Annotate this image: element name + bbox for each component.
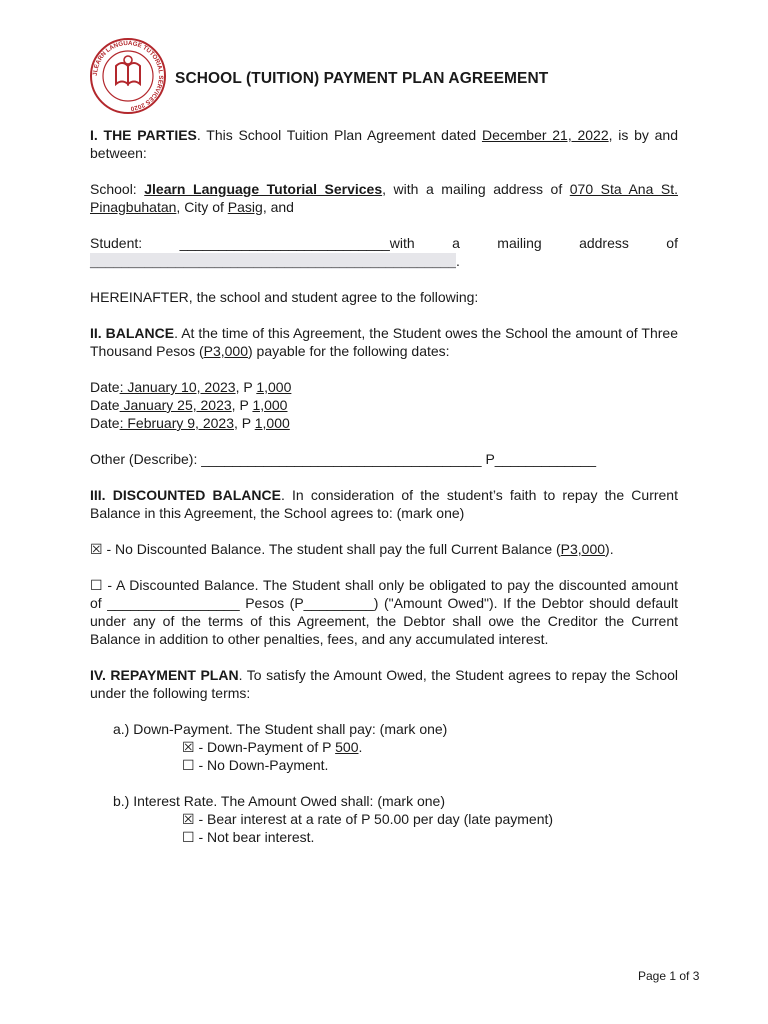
date-sep: , P xyxy=(231,397,253,413)
unchecked-box-icon[interactable]: ☐ xyxy=(182,829,195,845)
student-line xyxy=(90,234,678,252)
date-amount: 1,000 xyxy=(252,397,288,413)
date-value: : January 10, 2023 xyxy=(119,379,236,395)
option-text: - Bear interest at a rate of P 50.00 per day (late payment) xyxy=(194,811,554,827)
payment-date-row xyxy=(90,378,678,396)
balance-text: . At the time of this Agreement, the Student owes the School the amount of Three Thousand Pesos ( xyxy=(90,325,678,359)
student-word: address xyxy=(579,235,629,251)
balance-text-end: ) payable for the following dates: xyxy=(248,343,450,359)
date-label: Date xyxy=(90,379,120,395)
other-line: Other (Describe): ____________________________________ P_____________ xyxy=(90,451,596,467)
date-value: January 25, 2023 xyxy=(119,397,232,413)
repayment-text: . To satisfy the Amount Owed, the Student agrees to repay the School under the following terms: xyxy=(90,667,679,701)
checked-box-icon[interactable]: ☒ xyxy=(90,541,103,557)
checked-box-icon[interactable]: ☒ xyxy=(182,739,195,755)
unchecked-box-icon[interactable]: ☐ xyxy=(90,577,103,593)
no-discount-option xyxy=(90,540,678,558)
option-text: - Down-Payment of P xyxy=(194,739,336,755)
date-value: : February 9, 2023 xyxy=(119,415,234,431)
balance-heading: II. BALANCE xyxy=(90,325,175,341)
svg-text:JLEARN LANGUAGE TUTORIAL SERVI: JLEARN LANGUAGE TUTORIAL SERVICES 2020 xyxy=(91,39,165,112)
school-name: Jlearn Language Tutorial Services xyxy=(144,181,383,197)
student-address-line xyxy=(90,252,678,270)
option-text: - Not bear interest. xyxy=(194,829,315,845)
option-end: ). xyxy=(605,541,614,557)
discounted-paragraph xyxy=(90,486,678,522)
student-name-blank: ___________________________with xyxy=(179,235,415,251)
payment-date-row xyxy=(90,414,678,432)
date-amount: 1,000 xyxy=(256,379,292,395)
option-text: - No Discounted Balance. The student shall pay the full Current Balance ( xyxy=(102,541,561,557)
option-end: . xyxy=(358,739,363,755)
date-label: Date xyxy=(90,415,120,431)
repayment-paragraph xyxy=(90,666,678,702)
checked-box-icon[interactable]: ☒ xyxy=(182,811,195,827)
parties-heading: I. THE PARTIES xyxy=(90,127,197,143)
discount-option xyxy=(90,576,678,648)
date-sep: , P xyxy=(235,379,257,395)
school-paragraph xyxy=(90,180,678,216)
payment-dates xyxy=(90,378,678,432)
option-text: - A Discounted Balance. The Student shall only be obligated to pay the discounted amount of _________________ Pesos (P_________) ("Amount Owed"). If the Debtor should default under any of the terms of this Agreement, the Debtor shall owe the Creditor the Current Balance in addition to other penalties, fees, and any accumulated interest. xyxy=(90,577,678,647)
parties-text: . This School Tuition Plan Agreement dated xyxy=(196,127,482,143)
student-word: a xyxy=(452,235,460,251)
interest-label: b.) Interest Rate. The Amount Owed shall: (mark one) xyxy=(113,793,446,809)
option-text: - No Down-Payment. xyxy=(194,757,329,773)
student-label: Student: xyxy=(90,235,143,251)
date-amount: 1,000 xyxy=(254,415,290,431)
balance-paragraph xyxy=(90,324,678,360)
down-payment-label: a.) Down-Payment. The Student shall pay: (mark one) xyxy=(113,721,448,737)
unchecked-box-icon[interactable]: ☐ xyxy=(182,757,195,773)
parties-text-end: , is by and between: xyxy=(90,127,678,161)
school-logo xyxy=(88,36,168,116)
student-address-end: . xyxy=(455,253,460,269)
student-address-blank: _______________________________________________ xyxy=(90,253,456,269)
school-mid: , with a mailing address of xyxy=(382,181,570,197)
school-city: Pasig xyxy=(227,199,263,215)
repayment-heading: IV. REPAYMENT PLAN xyxy=(90,667,239,683)
option-amount: 500 xyxy=(335,739,359,755)
school-label: School: xyxy=(90,181,145,197)
balance-amount: P3,000 xyxy=(203,343,248,359)
student-word: of xyxy=(666,235,678,251)
down-payment-section xyxy=(90,720,678,774)
page-number: Page 1 of 3 xyxy=(638,969,700,983)
parties-paragraph xyxy=(90,126,678,162)
discounted-text: . In consideration of the student’s faith to repay the Current Balance in this Agreement, the School agrees to: (mark one) xyxy=(90,487,678,521)
payment-date-row xyxy=(90,396,678,414)
document-body xyxy=(90,126,678,864)
date-sep: , P xyxy=(233,415,255,431)
agreement-date: December 21, 2022 xyxy=(481,127,609,143)
school-address: 070 Sta Ana St. Pinagbuhatan xyxy=(90,181,679,215)
school-suffix: , and xyxy=(262,199,294,215)
hereinafter-paragraph: HEREINAFTER, the school and student agree to the following: xyxy=(90,289,479,305)
student-word: mailing xyxy=(497,235,542,251)
discounted-heading: III. DISCOUNTED BALANCE xyxy=(90,487,281,503)
no-interest-option xyxy=(90,828,678,846)
option-amount: P3,000 xyxy=(560,541,606,557)
down-payment-option xyxy=(90,738,678,756)
no-down-payment-option xyxy=(90,756,678,774)
document-title: SCHOOL (TUITION) PAYMENT PLAN AGREEMENT xyxy=(175,70,549,87)
bear-interest-option xyxy=(90,810,678,828)
date-label: Date xyxy=(90,397,120,413)
interest-section xyxy=(90,792,678,846)
student-paragraph xyxy=(90,234,678,270)
city-prefix: , City of xyxy=(176,199,228,215)
